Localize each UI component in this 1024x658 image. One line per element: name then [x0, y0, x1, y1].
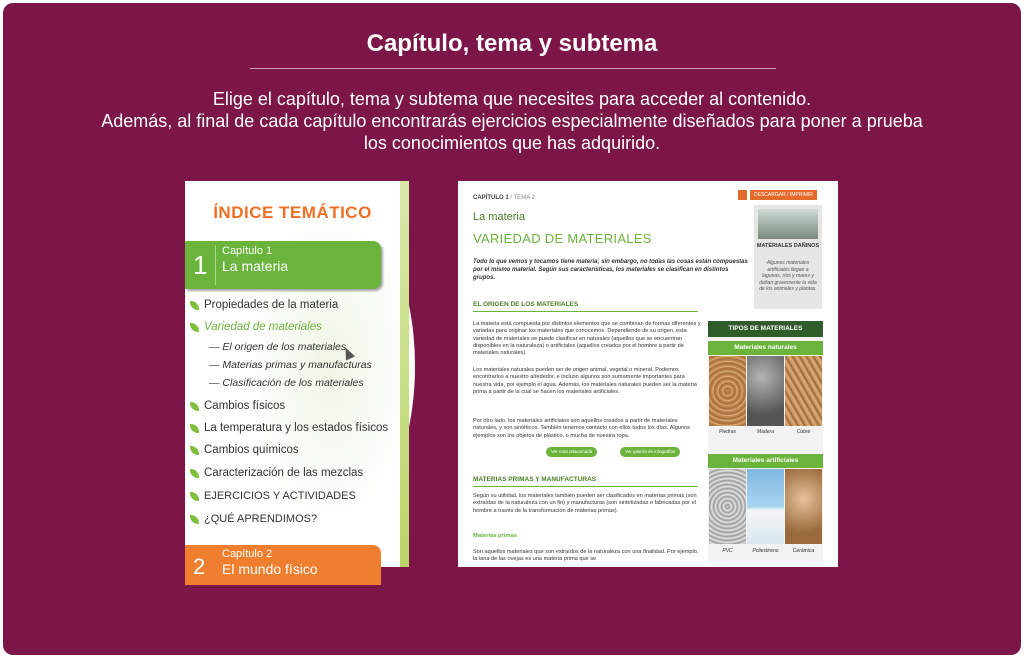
chapter-number: 1: [193, 250, 208, 280]
panel-stripe: [400, 181, 409, 567]
leaf-bullet-icon: [190, 492, 199, 501]
chapter-separator: [215, 245, 216, 285]
section-heading-origen: EL ORIGEN DE LOS MATERIALES: [473, 301, 579, 308]
paragraph: Según su utilidad, los materiales también pueden ser clasificados en materias primas (son extraídas de la naturaleza con un fin) y manufacturas (son sintetizadas o fabricadas por el hombre a través de la transformación de materias primas).: [473, 493, 697, 514]
chapter-number: 2: [193, 554, 206, 579]
material-types-title: TIPOS DE MATERIALES: [708, 321, 823, 337]
related-note-button[interactable]: Ver nota relacionada: [546, 447, 597, 457]
chapter-2-banner[interactable]: [185, 545, 381, 585]
chapter-label: Capítulo 2: [222, 548, 273, 560]
breadcrumb: [473, 195, 535, 201]
photo-caption: Cerámica: [792, 548, 815, 554]
subitem-origen[interactable]: — El origen de los materiales: [209, 341, 347, 353]
description: [40, 88, 984, 154]
section-underline: [473, 311, 698, 312]
infographic-gallery-button[interactable]: Ver galería de infografías: [620, 447, 680, 457]
index-item-temperatura[interactable]: [190, 422, 388, 434]
photo-caption: Cobre: [796, 429, 811, 435]
index-item-label: La temperatura y los estados físicos: [204, 422, 389, 434]
section-underline: [473, 486, 698, 487]
chapter-1-banner[interactable]: [185, 241, 381, 289]
breadcrumb-topic[interactable]: TEMA 2: [513, 195, 535, 201]
leaf-bullet-icon: [190, 446, 199, 455]
breadcrumb-separator: /: [508, 195, 514, 201]
topic-title: La materia: [473, 211, 525, 223]
index-item-label: Caracterización de las mezclas: [204, 467, 364, 479]
subitem-clasificacion[interactable]: — Clasificación de los materiales: [209, 377, 364, 389]
photo-caption: Madera: [757, 429, 774, 435]
pvc-photo: [709, 469, 746, 544]
sidebox-title: MATERIALES DAÑINOS: [756, 243, 820, 249]
index-item-ejercicios[interactable]: [190, 490, 356, 502]
paragraph: Son aquellos materiales que son extraídos de la naturaleza con una finalidad. Por ejemplo, la lana de las ovejas es una materia prima que se: [473, 549, 699, 563]
index-item-que-aprendimos[interactable]: [190, 513, 317, 525]
title-divider: [250, 68, 776, 69]
photo-caption: Poliestireno: [752, 548, 779, 554]
toolbar: [738, 190, 817, 200]
sidebox-text: Algunos materiales artificiales llegan a lagunas, ríos y mares y dañan gravemente la vida de los animales y plantas.: [759, 260, 817, 292]
bookmark-icon[interactable]: [738, 190, 747, 200]
leaf-bullet-icon: [190, 469, 199, 478]
subitem-materias-primas[interactable]: — Materias primas y manufacturas: [209, 359, 372, 371]
leaf-bullet-icon: [190, 515, 199, 524]
paragraph: Por otro lado, los materiales artificiales son aquellos creados a partir de materiales naturales, y son sintéticos. También tenemos contacto con ellos todos los días. Algunos ejemplos son los objetos de plástico, o mucha de nuestra ropa.: [473, 418, 690, 439]
index-item-variedad[interactable]: [190, 321, 322, 333]
index-item-label: ¿QUÉ APRENDIMOS?: [204, 513, 318, 525]
index-panel: [185, 181, 409, 579]
leaf-bullet-icon: [190, 424, 199, 433]
download-button[interactable]: DESCARGAR / IMPRIMIR: [750, 190, 817, 200]
index-item-label: Propiedades de la materia: [204, 299, 339, 311]
chapter-title: El mundo físico: [222, 561, 318, 577]
index-item-cambios-quimicos[interactable]: [190, 444, 299, 456]
harmful-materials-box: [754, 205, 822, 309]
index-item-label: EJERCICIOS Y ACTIVIDADES: [204, 490, 356, 502]
photo-caption: Piedras: [719, 429, 736, 435]
page-title: Capítulo, tema y subtema: [366, 30, 658, 57]
description-line: Elige el capítulo, tema y subtema que necesites para acceder al contenido.: [212, 89, 812, 109]
index-item-label: Cambios químicos: [204, 444, 299, 456]
breadcrumb-chapter[interactable]: CAPÍTULO 1: [473, 195, 509, 201]
subsection-heading: Materias primas: [473, 533, 518, 539]
description-line: los conocimientos que has adquirido.: [363, 133, 661, 153]
description-line: Además, al final de cada capítulo encontrarás ejercicios especialmente diseñados para poner a prueba: [101, 111, 923, 131]
index-item-mezclas[interactable]: [190, 467, 363, 479]
ceramic-photo: [785, 469, 822, 544]
index-item-label: Variedad de materiales: [204, 321, 322, 333]
index-item-cambios-fisicos[interactable]: [190, 400, 285, 412]
copper-photo: [785, 356, 822, 426]
stones-photo: [709, 356, 746, 426]
chapter-title: La materia: [222, 258, 289, 274]
section-heading-materias: MATERIAS PRIMAS Y MANUFACTURAS: [473, 476, 597, 483]
paragraph: Los materiales naturales pueden ser de origen animal, vegetal o mineral. Podemos encontrarlos a nuestro alrededor, e incluso algunos son sumamente importantes para nuestra vida, por ejemplo el agua. Además, los materiales naturales pueden ser la materia prima a partir de la cual se hacen los materiales artificiales.: [473, 367, 697, 395]
natural-materials-label: Materiales naturales: [708, 341, 823, 355]
paragraph: La materia está compuesta por distintos elementos que se combinan de formas diferentes y variadas para originar los materiales que conocemos. Dependiendo de su origen, esta variedad de materiales se puede clasificar en naturales (aquellos que se encuentran disponibles en la naturaleza) o artificiales (aquellos creados por el hombre a partir de materiales naturales).: [473, 321, 701, 357]
index-item-propiedades[interactable]: [190, 299, 338, 311]
harmful-materials-photo: [758, 209, 818, 239]
index-item-label: Cambios físicos: [204, 400, 286, 412]
content-panel: [458, 181, 838, 567]
chapter-label: Capítulo 1: [222, 245, 273, 257]
photo-caption: PVC: [722, 548, 733, 554]
artificial-materials-label: Materiales artificiales: [708, 454, 823, 468]
wood-photo: [747, 356, 784, 426]
lead-paragraph: Todo lo que vemos y tocamos tiene materia; sin embargo, no todas las cosas están compuestas por el mismo material. Según sus características, los materiales se clasifican en distintos grupos.: [473, 259, 748, 281]
leaf-bullet-icon: [190, 402, 199, 411]
subtopic-heading: VARIEDAD DE MATERIALES: [473, 231, 652, 246]
material-types-box: [708, 321, 823, 561]
index-title: ÍNDICE TEMÁTICO: [213, 203, 372, 222]
polystyrene-photo: [747, 469, 784, 544]
leaf-bullet-icon: [190, 323, 199, 332]
leaf-bullet-icon: [190, 301, 199, 310]
